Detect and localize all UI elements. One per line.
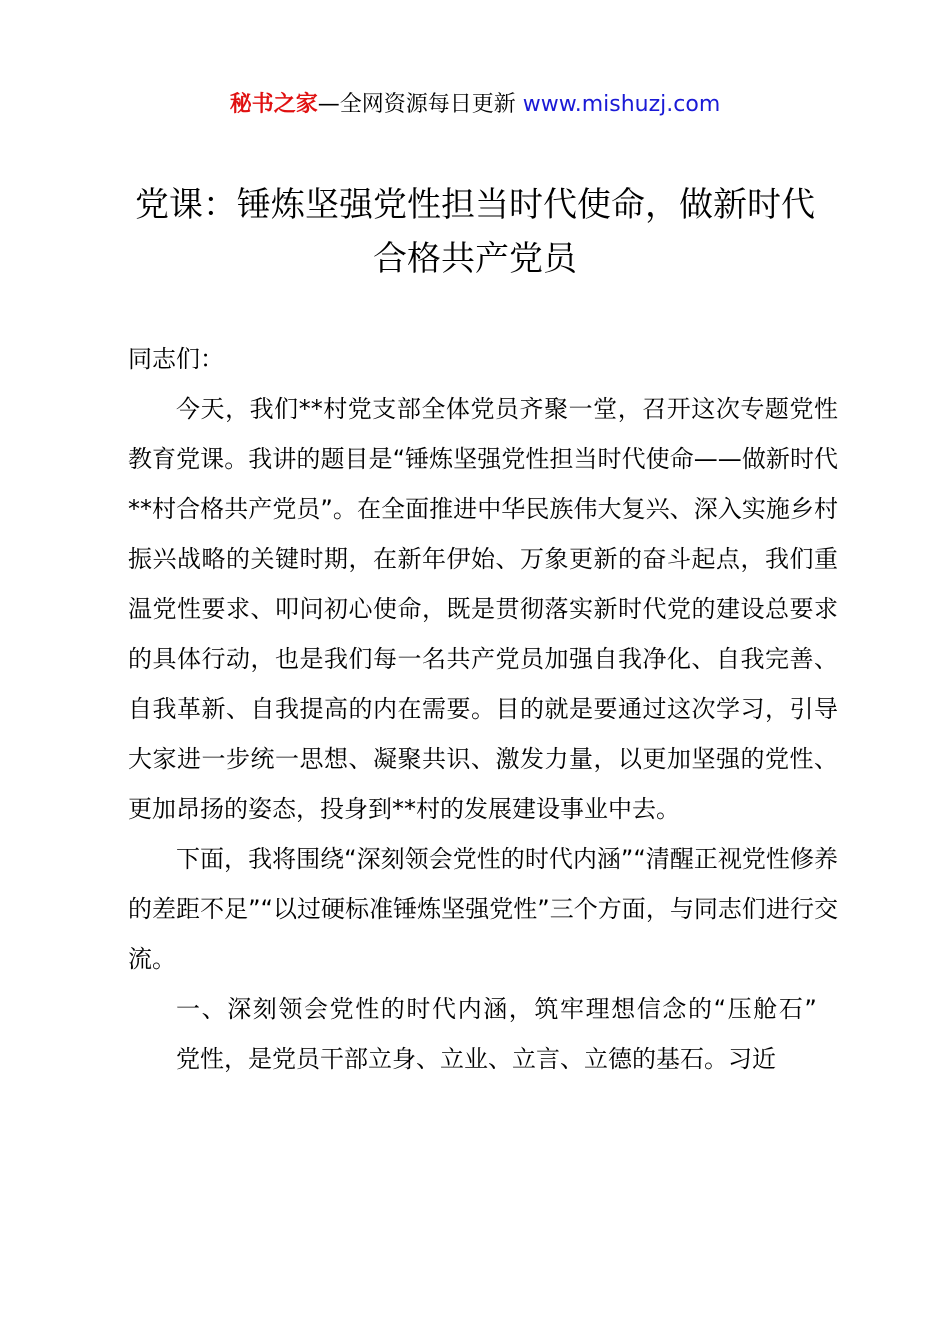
document-body	[128, 334, 838, 1084]
title-line-1: 党课：锤炼坚强党性担当时代使命，做新时代	[135, 185, 815, 225]
section-heading-1: 一、深刻领会党性的时代内涵，筑牢理想信念的“压舱石”	[176, 995, 819, 1023]
site-slogan: —全网资源每日更新	[317, 92, 523, 117]
site-header	[0, 88, 950, 122]
site-brand: 秘书之家	[229, 92, 318, 117]
paragraph-outline: 下面，我将围绕“深刻领会党性的时代内涵”“清醒正视党性修养的差距不足”“以过硬标准锤炼坚强党性”三个方面，与同志们进行交流。	[128, 845, 838, 973]
paragraph-intro: 今天，我们**村党支部全体党员齐聚一堂，召开这次专题党性教育党课。我讲的题目是“锤炼坚强党性担当时代使命——做新时代**村合格共产党员”。在全面推进中华民族伟大复兴、深入实施乡村振兴战略的关键时期，在新年伊始、万象更新的奋斗起点，我们重温党性要求、叩问初心使命，既是贯彻落实新时代党的建设总要求的具体行动，也是我们每一名共产党员加强自我净化、自我完善、自我革新、自我提高的内在需要。目的就是要通过这次学习，引导大家进一步统一思想、凝聚共识、激发力量，以更加坚强的党性、更加昂扬的姿态，投身到**村的发展建设事业中去。	[128, 395, 838, 823]
title-line-2: 合格共产党员	[373, 239, 577, 279]
section-1-paragraph: 党性，是党员干部立身、立业、立言、立德的基石。习近	[176, 1045, 776, 1073]
document-title	[100, 178, 850, 286]
site-url-link[interactable]: www.mishuzj.com	[522, 92, 721, 117]
salutation: 同志们：	[128, 345, 224, 373]
